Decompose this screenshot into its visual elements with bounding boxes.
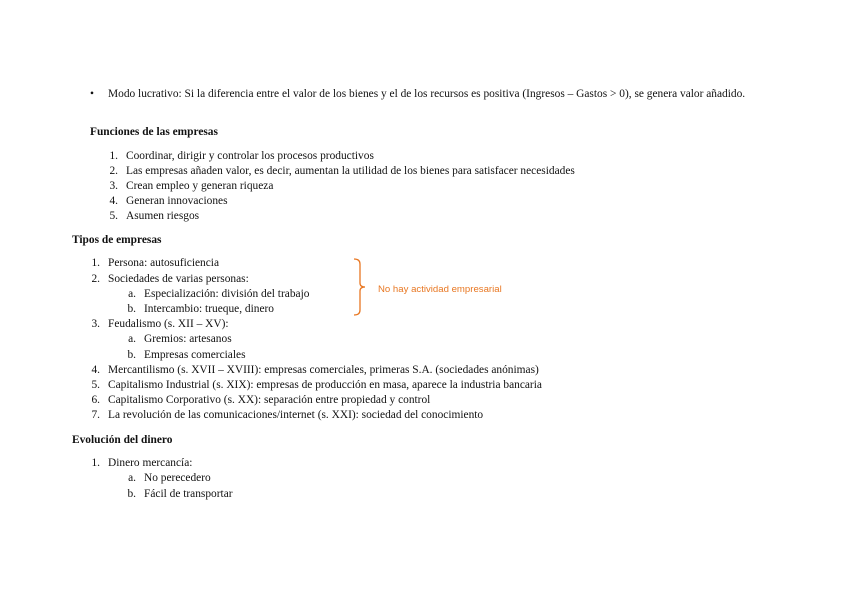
list-marker: 1. [109, 150, 118, 162]
section-heading-dinero: Evolución del dinero [72, 434, 173, 446]
list-item: Coordinar, dirigir y controlar los procesos productivos [126, 150, 374, 162]
list-marker: 1. [91, 257, 100, 269]
list-marker: 4. [91, 364, 100, 376]
sublist-item: Empresas comerciales [144, 349, 246, 361]
list-item: Dinero mercancía: [108, 457, 193, 469]
sublist-marker: a. [128, 333, 136, 345]
brace-annotation-icon [350, 258, 370, 316]
list-marker: 6. [91, 394, 100, 406]
list-item: Mercantilismo (s. XVII – XVIII): empresas comerciales, primeras S.A. (sociedades anónimas) [108, 364, 539, 376]
list-item: Persona: autosuficiencia [108, 257, 220, 269]
list-marker: 4. [109, 195, 118, 207]
sublist-item: Gremios: artesanos [144, 333, 232, 345]
sublist-marker: a. [128, 288, 136, 300]
sublist-item: Fácil de transportar [144, 488, 233, 500]
bullet-marker: • [90, 88, 94, 100]
list-item: Asumen riesgos [126, 210, 200, 222]
list-item: Capitalismo Corporativo (s. XX): separación entre propiedad y control [108, 394, 431, 406]
list-item: Capitalismo Industrial (s. XIX): empresas de producción en masa, aparece la industria bancaria [108, 379, 542, 391]
list-item: Crean empleo y generan riqueza [126, 180, 274, 192]
sublist-marker: b. [127, 303, 136, 315]
sublist-marker: b. [127, 349, 136, 361]
list-marker: 7. [91, 409, 100, 421]
list-item: Generan innovaciones [126, 195, 228, 207]
sublist-marker: b. [127, 488, 136, 500]
sublist-item: No perecedero [144, 472, 211, 484]
list-marker: 1. [91, 457, 100, 469]
list-marker: 3. [91, 318, 100, 330]
list-marker: 5. [109, 210, 118, 222]
list-marker: 3. [109, 180, 118, 192]
list-item: Sociedades de varias personas: [108, 273, 249, 285]
list-marker: 2. [91, 273, 100, 285]
section-heading-funciones: Funciones de las empresas [90, 126, 218, 138]
list-item: Feudalismo (s. XII – XV): [108, 318, 229, 330]
list-item: La revolución de las comunicaciones/internet (s. XXI): sociedad del conocimiento [108, 409, 484, 421]
section-heading-tipos: Tipos de empresas [72, 234, 162, 246]
list-item: Las empresas añaden valor, es decir, aumentan la utilidad de los bienes para satisfacer necesidades [126, 165, 575, 177]
list-marker: 2. [109, 165, 118, 177]
annotation-note: No hay actividad empresarial [378, 284, 502, 295]
sublist-marker: a. [128, 472, 136, 484]
list-marker: 5. [91, 379, 100, 391]
sublist-item: Intercambio: trueque, dinero [144, 303, 274, 315]
sublist-item: Especialización: división del trabajo [144, 288, 310, 300]
intro-paragraph: Modo lucrativo: Si la diferencia entre el valor de los bienes y el de los recursos es positiva (Ingresos – Gastos > 0), se genera valor añadido. [108, 88, 746, 100]
